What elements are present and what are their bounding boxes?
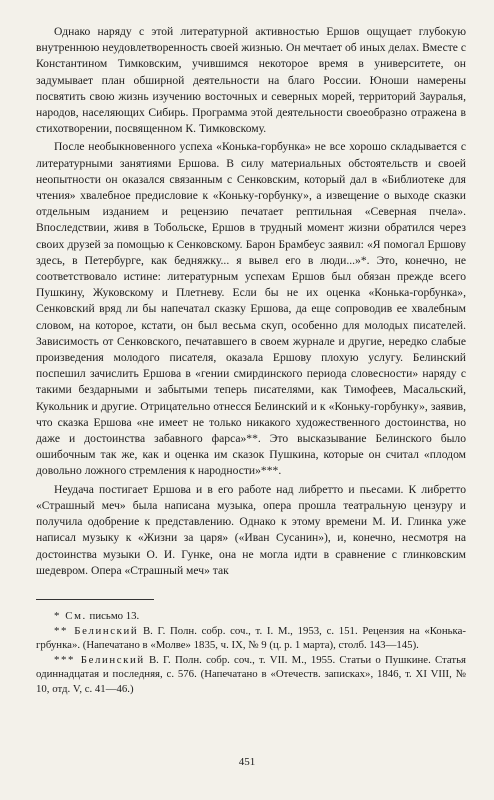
footnote-text: письмо 13. [89, 609, 140, 622]
footnote-1 [36, 609, 466, 624]
footnotes [36, 609, 466, 697]
page-number: 451 [238, 756, 256, 768]
footnote-2 [36, 624, 466, 653]
paragraph-3: Неудача постигает Ершова и в его работе над либретто и пьесами. К либретто «Страшный меч» была написана музыка, опера прошла театральную цензуру и получила одобрение к представлению. Однако к этому времени М. И. Глинка уже написал музыку к «Жизни за царя» («Иван Сусанин»), и, конечно, несмотря на достоинства музыки О. И. Гунке, она не могла идти в сравнение с глинковским шедевром. Опера «Страшный меч» так [36, 482, 466, 577]
paragraph-1: Однако наряду с этой литературной активностью Ершов ощущает глубокую внутреннюю неудовлетворенность своей жизнью. Он мечтает об иных делах. Вместе с Константином Тимковским, учившимся некоторое время в университете, он задумывает план обширной деятельности на благо России. Юноши намерены посвятить свою жизнь изучению восточных и северных морей, территорий Зауралья, народов, населяющих Сибирь. Программа этой деятельности своеобразно отражена в стихотворении, посвященном К. Тимковскому. [36, 25, 466, 136]
paragraph-2: После необыкновенного успеха «Конька-горбунка» не все хорошо складывается с литературными занятиями Ершова. В силу материальных обстоятельств и своей неопытности он оказался связанным с Сенковским, который дал в «Библиотеке для чтения» хвалебное предисловие к «Коньку-горбунку», а извещение о выходе сказки отдельным изданием и рецензию печатает рептильная «Северная пчела». Впоследствии, живя в Тобольске, Ершов в трудный момент жизни обратился через своих друзей за помощью к Сенковскому. Барон Брамбеус заявил: «Я помогал Ершову здесь, в Петербурге, как бедняжку... я вывел его в люди...»*. Это, конечно, не соответствовало истине: литературным успехам Ершов был обязан прежде всего Пушкину, Жуковскому и Плетневу. Если бы не их оценка «Конька-горбунка», Сенковский вряд ли бы напечатал сказку Ершова, да еще сопроводив ее хвалебным словом, на которое, кстати, он был весьма скуп, особенно для молодых писателей. Зависимость от Сенковского, печатавшего в своем журнале и другие, нередко слабые произведения молодого писателя, оказала Ершову плохую услугу. Белинский поспешил зачислить Ершова в «гении смирдинского периода словесности» наряду с такими бездарными и забытыми теперь писателями, как Тимофеев, Масальский, Кукольник и другие. Отрицательно отнесся Белинский и к «Коньку-горбунку», заявив, что сказка Ершова «не имеет не только никакого художественного достоинства, но даже и достоинства забавного фарса»**. Это высказывание Белинского было ошибочным так же, как и оценка им сказок Пушкина, которые он считал «плодом довольно ложного стремления к народности»***. [36, 140, 466, 478]
footnote-marker: * См. [54, 609, 87, 622]
footnote-marker: *** Белинский [54, 653, 145, 666]
footnote-marker: ** Белинский [54, 624, 139, 637]
footnote-divider [36, 599, 154, 600]
body-text [36, 24, 466, 579]
footnote-3 [36, 653, 466, 697]
footnote-text: В. Г. Полн. собр. соч., т. VII. М., 1955. Статьи о Пушкине. Статья одиннадцатая и последняя, с. 576. (Напечатано в «Отечеств. записках», 1846, т. XI VIII, № 10, отд. V, с. 41—46.) [36, 653, 466, 695]
footnote-text: В. Г. Полн. собр. соч., т. I. М., 1953, с. 151. Рецензия на «Конька-грбунка». (Напечатано в «Молве» 1835, ч. IX, № 9 (ц. р. 1 марта), столб. 143—145). [36, 624, 466, 652]
